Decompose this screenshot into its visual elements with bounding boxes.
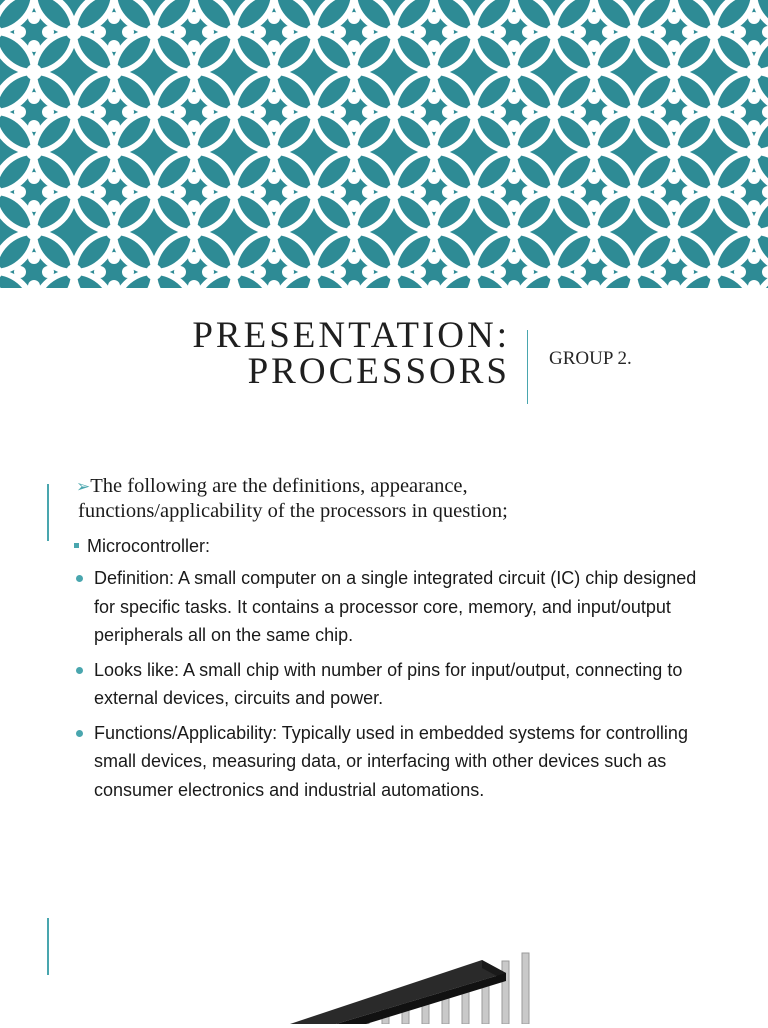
bullet-list <box>76 564 716 810</box>
list-item-text: Looks like: A small chip with number of pins for input/output, connecting to external devices, circuits and power. <box>94 659 683 708</box>
microcontroller-chip-icon <box>186 897 556 1024</box>
accent-bar-top <box>47 484 49 541</box>
square-bullet-icon <box>74 543 79 548</box>
intro-text <box>76 474 616 524</box>
list-item-text: Functions/Applicability: Typically used in embedded systems for controlling small devices, measuring data, or interfacing with other devices such as consumer electronics and industrial automations. <box>94 722 688 800</box>
round-bullet-icon <box>76 667 83 674</box>
circle-pattern-icon <box>0 0 768 288</box>
section-heading-label: Microcontroller: <box>87 536 211 556</box>
title-block <box>0 315 768 398</box>
subtitle: GROUP 2. <box>549 348 632 369</box>
accent-bar-bottom <box>47 918 49 975</box>
arrow-bullet-icon: ➢ <box>76 477 91 496</box>
page-title <box>192 315 510 392</box>
title-line-2: PROCESSORS <box>247 351 510 392</box>
list-item <box>76 656 716 713</box>
list-item <box>76 719 716 805</box>
title-line-1: PRESENTATION: <box>192 315 510 356</box>
round-bullet-icon <box>76 575 83 582</box>
microcontroller-chip-image <box>186 897 556 1024</box>
round-bullet-icon <box>76 730 83 737</box>
section-heading <box>74 536 210 557</box>
list-item <box>76 564 716 650</box>
header-pattern-banner <box>0 0 768 288</box>
intro-line-2: functions/applicability of the processors in question; <box>78 500 508 522</box>
intro-line-1: The following are the definitions, appearance, <box>90 475 468 497</box>
title-divider <box>527 330 528 404</box>
list-item-text: Definition: A small computer on a single integrated circuit (IC) chip designed for specific tasks. It contains a processor core, memory, and input/output peripherals all on the same chip. <box>94 568 697 645</box>
